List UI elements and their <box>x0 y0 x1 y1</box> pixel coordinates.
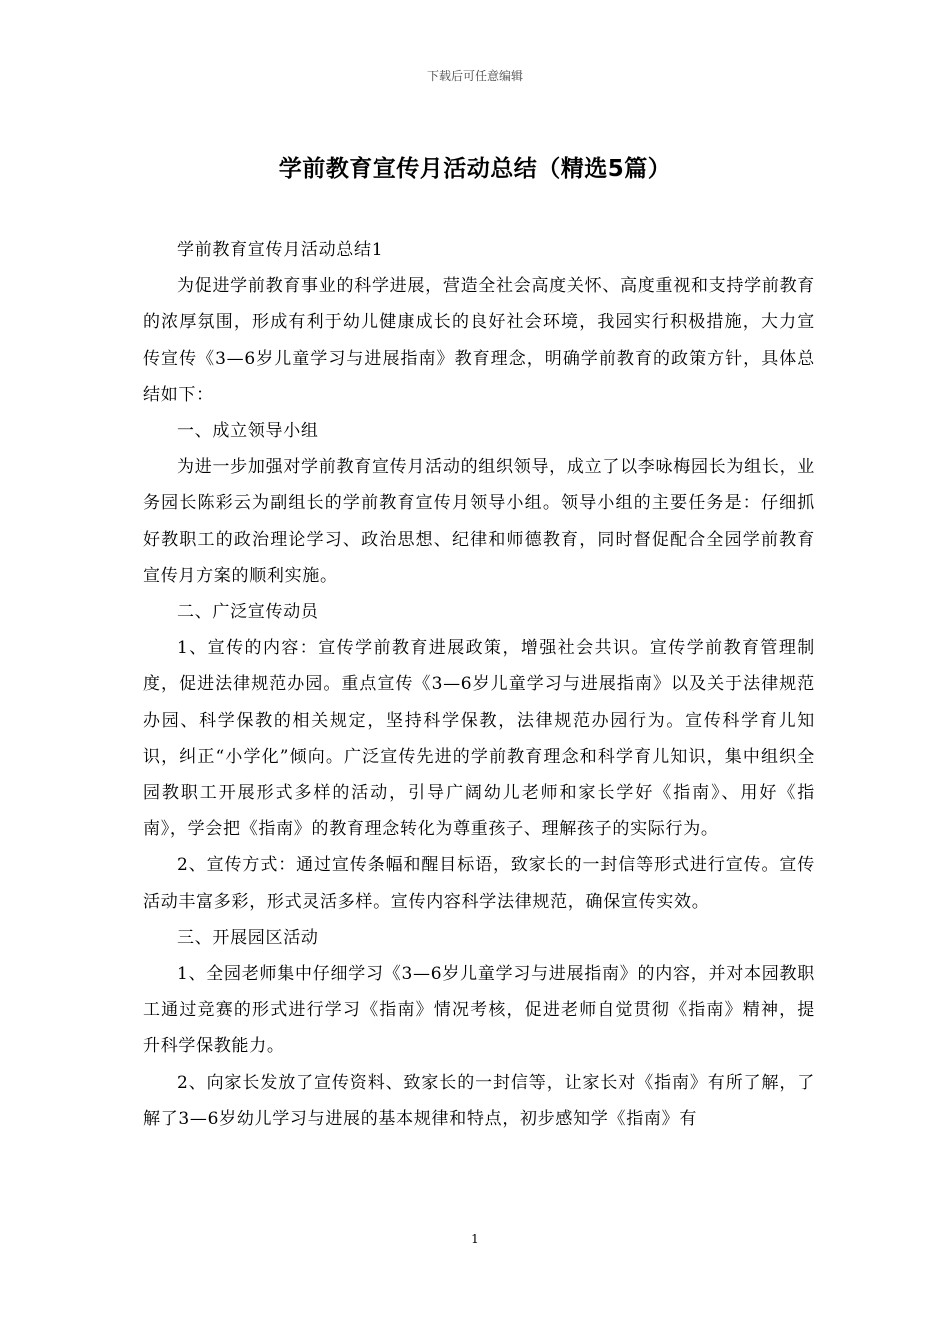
paragraph: 1、全园老师集中仔细学习《3—6岁儿童学习与进展指南》的内容，并对本园教职工通过竞赛的形式进行学习《指南》情况考核，促进老师自觉贯彻《指南》精神，提升科学保教能力。 <box>143 964 815 1057</box>
subtitle-paragraph: 学前教育宣传月活动总结1 <box>177 240 384 260</box>
paragraph: 为促进学前教育事业的科学进展，营造全社会高度关怀、高度重视和支持学前教育的浓厚氛围，形成有利于幼儿健康成长的良好社会环境，我园实行积极措施，大力宣传宣传《3—6岁儿童学习与进展指南》教育理念，明确学前教育的政策方针，具体总结如下： <box>143 276 815 405</box>
paragraph: 2、向家长发放了宣传资料、致家长的一封信等，让家长对《指南》有所了解，了解了3—6岁幼儿学习与进展的基本规律和特点，初步感知学《指南》有 <box>143 1072 815 1129</box>
paragraph: 1、宣传的内容：宣传学前教育进展政策，增强社会共识。宣传学前教育管理制度，促进法律规范办园。重点宣传《3—6岁儿童学习与进展指南》以及关于法律规范办园、科学保教的相关规定，坚持科学保教，法律规范办园行为。宣传科学育儿知识，纠正“小学化”倾向。广泛宣传先进的学前教育理念和科学育儿知识，集中组织全园教职工开展形式多样的活动，引导广阔幼儿老师和家长学好《指南》、用好《指南》，学会把《指南》的教育理念转化为尊重孩子、理解孩子的实际行为。 <box>143 638 815 840</box>
document-body <box>143 232 815 1137</box>
page-number: 1 <box>471 1232 479 1246</box>
paragraph: 2、宣传方式：通过宣传条幅和醒目标语，致家长的一封信等形式进行宣传。宣传活动丰富多彩，形式灵活多样。宣传内容科学法律规范，确保宣传实效。 <box>143 855 815 912</box>
paragraph: 为进一步加强对学前教育宣传月活动的组织领导，成立了以李咏梅园长为组长，业务园长陈彩云为副组长的学前教育宣传月领导小组。领导小组的主要任务是：仔细抓好教职工的政治理论学习、政治思想、纪律和师德教育，同时督促配合全园学前教育宣传月方案的顺利实施。 <box>143 457 815 586</box>
section-heading: 二、广泛宣传动员 <box>177 602 319 623</box>
section-heading: 一、成立领导小组 <box>177 421 319 442</box>
document-title: 学前教育宣传月活动总结（精选5篇） <box>278 156 672 182</box>
header-note: 下载后可任意编辑 <box>426 69 523 83</box>
section-heading: 三、开展园区活动 <box>177 927 319 948</box>
